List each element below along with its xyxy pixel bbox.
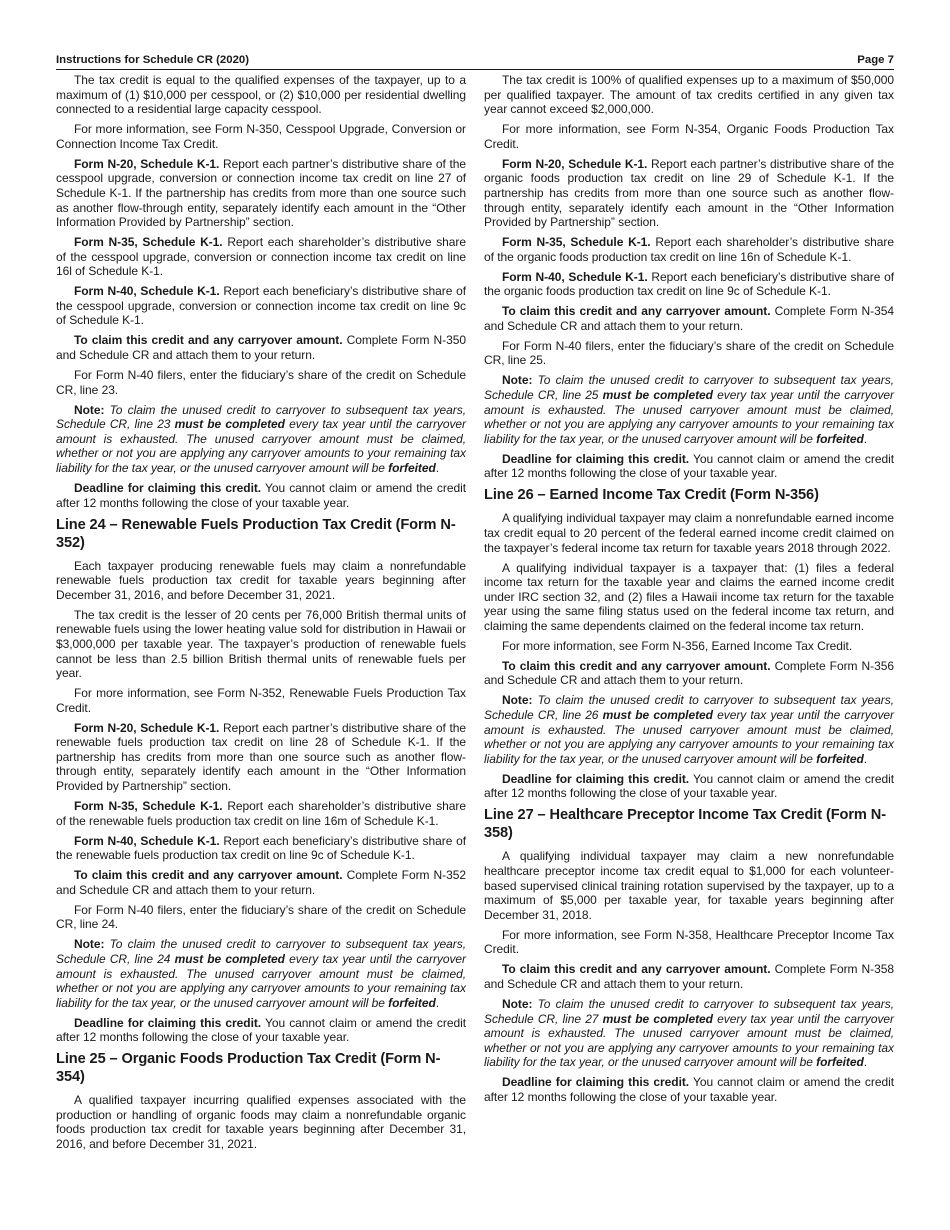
paragraph [484,962,894,991]
note-label: Note: [74,937,105,952]
paragraph-text: Report each partner’s distributive share of the organic foods production tax credit on line 29 of Schedule K-1. If the partnership has credits from more than one source such as another flow-through entity, separately identify each amount in the “Other Information Provided by Partnership” section. [484,156,894,230]
paragraph-text: Complete Form N-350 and Schedule CR and attach them to your return. [56,333,466,363]
paragraph [484,1075,894,1104]
section-heading: Line 25 – Organic Foods Production Tax Credit (Form N-354) [56,1051,441,1086]
paragraph-text: Complete Form N-358 and Schedule CR and attach them to your return. [484,962,894,991]
note-forfeited: forfeited [388,995,436,1010]
note-text: To claim the unused credit to carryover to subsequent tax years, Schedule CR, line [484,373,894,403]
run-in-heading: Form N-35, Schedule K-1. [74,799,223,814]
section-heading: Line 27 – Healthcare Preceptor Income Tax Credit (Form N-358) [484,807,886,842]
paragraph: For more information, see Form N-354, Organic Foods Production Tax Credit. [484,122,894,151]
paragraph [484,304,894,333]
period: . [863,431,868,446]
paragraph [56,1016,466,1045]
paragraph [484,235,894,264]
paragraph-text: You cannot claim or amend the credit after 12 months following the close of your taxable year. [484,1075,894,1104]
paragraph [484,270,894,299]
note-label: Note: [502,373,533,388]
note-text: every tax year until the carryover amount is exhausted. The unused carryover amount must be claimed, whether or not you are applying any carryover amounts to your remaining tax liability for the tax year, or the unused carryover amount will be [484,388,894,446]
run-in-heading: Deadline for claiming this credit. [502,451,690,466]
note-emphasis: must be completed [602,388,713,403]
note-emphasis: must be completed [602,708,713,723]
paragraph-text: Report each beneficiary’s distributive share of the cesspool upgrade, conversion or connection income tax credit on line 9c of Schedule K-1. [56,284,466,328]
note-line-number: 24 [157,951,171,966]
run-in-heading: Form N-20, Schedule K-1. [74,156,220,171]
run-in-heading: Form N-40, Schedule K-1. [502,269,648,284]
paragraph: Each taxpayer producing renewable fuels may claim a nonrefundable renewable fuels production tax credit for taxable years beginning after December 31, 2016, and before December 31, 2021. [56,558,466,602]
note-line-number: 25 [585,388,599,403]
paragraph-text: Report each partner’s distributive share of the cesspool upgrade, conversion or connection income tax credit on line 27 of Schedule K-1. If the partnership has credits from more than one source such as another flow-through entity, separately identify each amount in the “Other Information Provided by Partnership” section. [56,156,466,230]
left-column [56,73,466,1157]
paragraph: For more information, see Form N-352, Renewable Fuels Production Tax Credit. [56,686,466,715]
paragraph [56,721,466,794]
paragraph-text: Complete Form N-352 and Schedule CR and attach them to your return. [56,868,466,897]
note-emphasis: must be completed [602,1011,713,1026]
paragraph: For Form N-40 filers, enter the fiduciary’s share of the credit on Schedule CR, line 24. [56,902,466,932]
note-text: To claim the unused credit to carryover to subsequent tax years, Schedule CR, line [56,937,466,966]
run-in-heading: To claim this credit and any carryover amount. [502,304,771,319]
run-in-heading: To claim this credit and any carryover amount. [502,658,771,673]
note-text: every tax year until the carryover amount is exhausted. The unused carryover amount must be claimed, whether or not you are applying any carryover amounts to your remaining tax liability for the tax year, or the unused carryover amount will be [56,951,466,1010]
paragraph: For more information, see Form N-358, Healthcare Preceptor Income Tax Credit. [484,927,894,957]
note-text: every tax year until the carryover amount is exhausted. The unused carryover amount must be claimed, whether or not you are applying any carryover amounts to your remaining tax liability for the tax year, or the unused carryover amount will be [484,1011,894,1070]
period: . [863,1055,868,1070]
note-label: Note: [502,996,533,1011]
note-forfeited: forfeited [816,431,864,446]
paragraph [484,772,894,801]
note-forfeited: forfeited [816,1055,864,1070]
paragraph-text: Report each shareholder’s distributive share of the organic foods production tax credit on line 16n of Schedule K-1. [484,235,894,264]
note-text: every tax year until the carryover amount is exhausted. The unused carryover amount must be claimed, whether or not you are applying any carryover amounts to your remaining tax liability for the tax year, or the unused carryover amount will be [484,708,894,766]
paragraph [484,157,894,230]
paragraph [56,235,466,279]
note-line-number: 26 [585,708,599,723]
paragraph-text: Report each beneficiary’s distributive share of the renewable fuels production tax credit on line 9c of Schedule K-1. [56,833,466,863]
note-paragraph [484,997,894,1070]
note-paragraph [484,373,894,446]
paragraph [56,333,466,362]
page-header [56,53,894,70]
paragraph [484,659,894,688]
note-paragraph [484,693,894,766]
paragraph [56,157,466,230]
run-in-heading: Form N-40, Schedule K-1. [74,833,220,848]
paragraph: For more information, see Form N-350, Cesspool Upgrade, Conversion or Connection Income Tax Credit. [56,122,466,151]
paragraph-text: Report each partner’s distributive share of the renewable fuels production tax credit on line 28 of Schedule K-1. If the partnership has credits from more than one source such as another flow-through entity, separately identify each amount in the “Other Information Provided by Partnership” section. [56,720,466,794]
note-line-number: 23 [157,417,171,432]
section-heading: Line 24 – Renewable Fuels Production Tax Credit (Form N-352) [56,516,456,551]
paragraph: For Form N-40 filers, enter the fiduciary’s share of the credit on Schedule CR, line 23. [56,368,466,397]
run-in-heading: Form N-20, Schedule K-1. [74,720,220,735]
note-label: Note: [74,402,105,417]
paragraph: A qualifying individual taxpayer may claim a nonrefundable earned income tax credit equal to 20 percent of the federal earned income credit claimed on the taxpayer’s federal income tax return for taxable years 2018 through 2022. [484,511,894,555]
note-text: To claim the unused credit to carryover to subsequent tax years, Schedule CR, line [484,693,894,723]
paragraph: The tax credit is equal to the qualified expenses of the taxpayer, up to a maximum of (1) $10,000 per cesspool, or (2) $10,000 per residential dwelling connected to a residential large capacity cesspool. [56,73,466,117]
paragraph-text: Complete Form N-356 and Schedule CR and attach them to your return. [484,658,894,688]
note-emphasis: must be completed [174,951,285,966]
paragraph-text: You cannot claim or amend the credit after 12 months following the close of your taxable year. [484,771,894,801]
run-in-heading: Deadline for claiming this credit. [74,1015,262,1030]
run-in-heading: Deadline for claiming this credit. [502,771,690,786]
run-in-heading: Deadline for claiming this credit. [502,1075,690,1090]
run-in-heading: Form N-35, Schedule K-1. [74,235,223,250]
paragraph: A qualified taxpayer incurring qualified expenses associated with the production or handling of organic foods may claim a nonrefundable organic foods production tax credit for taxable years beginning after December 31, 2016, and before December 31, 2021. [56,1093,466,1152]
note-text: every tax year until the carryover amount is exhausted. The unused carryover amount must be claimed, whether or not you are applying any carryover amounts to your remaining tax liability for the tax year, or the unused carryover amount will be [56,417,466,475]
page-number: Page 7 [857,54,894,66]
note-forfeited: forfeited [816,751,864,766]
run-in-heading: Form N-35, Schedule K-1. [502,235,651,250]
paragraph [56,284,466,328]
paragraph: A qualifying individual taxpayer may claim a new nonrefundable healthcare preceptor income tax credit equal to $1,000 for each volunteer-based supervised clinical training rotation supervised by the taxpayer, up to a maximum of $5,000 per taxable year, for taxable years beginning after December 31, 2018. [484,849,894,922]
paragraph-text: Report each shareholder’s distributive share of the renewable fuels production tax credit on line 16m of Schedule K-1. [56,799,466,828]
note-text: To claim the unused credit to carryover to subsequent tax years, Schedule CR, line [56,402,466,432]
note-label: Note: [502,693,533,708]
paragraph: For Form N-40 filers, enter the fiduciary’s share of the credit on Schedule CR, line 25. [484,338,894,368]
run-in-heading: Form N-20, Schedule K-1. [502,156,648,171]
paragraph-text: Report each beneficiary’s distributive share of the organic foods production tax credit on line 9c of Schedule K-1. [484,269,894,299]
note-emphasis: must be completed [174,417,285,432]
paragraph [484,452,894,481]
run-in-heading: To claim this credit and any carryover amount. [74,333,343,348]
paragraph-text: You cannot claim or amend the credit after 12 months following the close of your taxable year. [56,1015,466,1045]
period: . [435,460,440,475]
paragraph-text: Report each shareholder’s distributive share of the cesspool upgrade, conversion or connection income tax credit on line 16l of Schedule K-1. [56,235,466,279]
period: . [863,751,868,766]
paragraph: The tax credit is 100% of qualified expenses up to a maximum of $50,000 per qualified taxpayer. The amount of tax credits certified in any given tax year cannot exceed $2,000,000. [484,73,894,117]
paragraph-text: You cannot claim or amend the credit after 12 months following the close of your taxable year. [56,480,466,510]
note-paragraph [56,403,466,476]
paragraph: A qualifying individual taxpayer is a taxpayer that: (1) files a federal income tax return for the taxable year and claims the earned income credit under IRC section 32, and (2) files a Hawaii income tax return for the taxable year using the same filing status used on the federal income tax return, and claiming the same dependents claimed on the federal income tax return. [484,560,894,633]
section-heading: Line 26 – Earned Income Tax Credit (Form N-356) [484,487,819,504]
period: . [435,995,440,1010]
paragraph [56,868,466,897]
paragraph: The tax credit is the lesser of 20 cents per 76,000 British thermal units of renewable fuels using the lower heating value sold for distribution in Hawaii or $3,000,000 per taxable year. The taxpayer’s production of renewable fuels cannot be less than 2.5 billion British thermal units of renewable fuels per year. [56,607,466,681]
note-text: To claim the unused credit to carryover to subsequent tax years, Schedule CR, line [484,996,894,1026]
run-in-heading: Deadline for claiming this credit. [74,480,262,495]
note-line-number: 27 [585,1011,599,1026]
header-title: Instructions for Schedule CR (2020) [56,54,250,66]
right-column [484,73,894,1110]
run-in-heading: To claim this credit and any carryover amount. [502,962,771,977]
run-in-heading: To claim this credit and any carryover amount. [74,868,343,883]
note-forfeited: forfeited [388,460,436,475]
paragraph [56,834,466,863]
paragraph [56,799,466,828]
run-in-heading: Form N-40, Schedule K-1. [74,284,220,299]
note-paragraph [56,937,466,1010]
paragraph-text: You cannot claim or amend the credit after 12 months following the close of your taxable year. [484,451,894,481]
paragraph-text: Complete Form N-354 and Schedule CR and attach them to your return. [484,304,894,333]
paragraph [56,481,466,510]
paragraph: For more information, see Form N-356, Earned Income Tax Credit. [502,638,853,653]
